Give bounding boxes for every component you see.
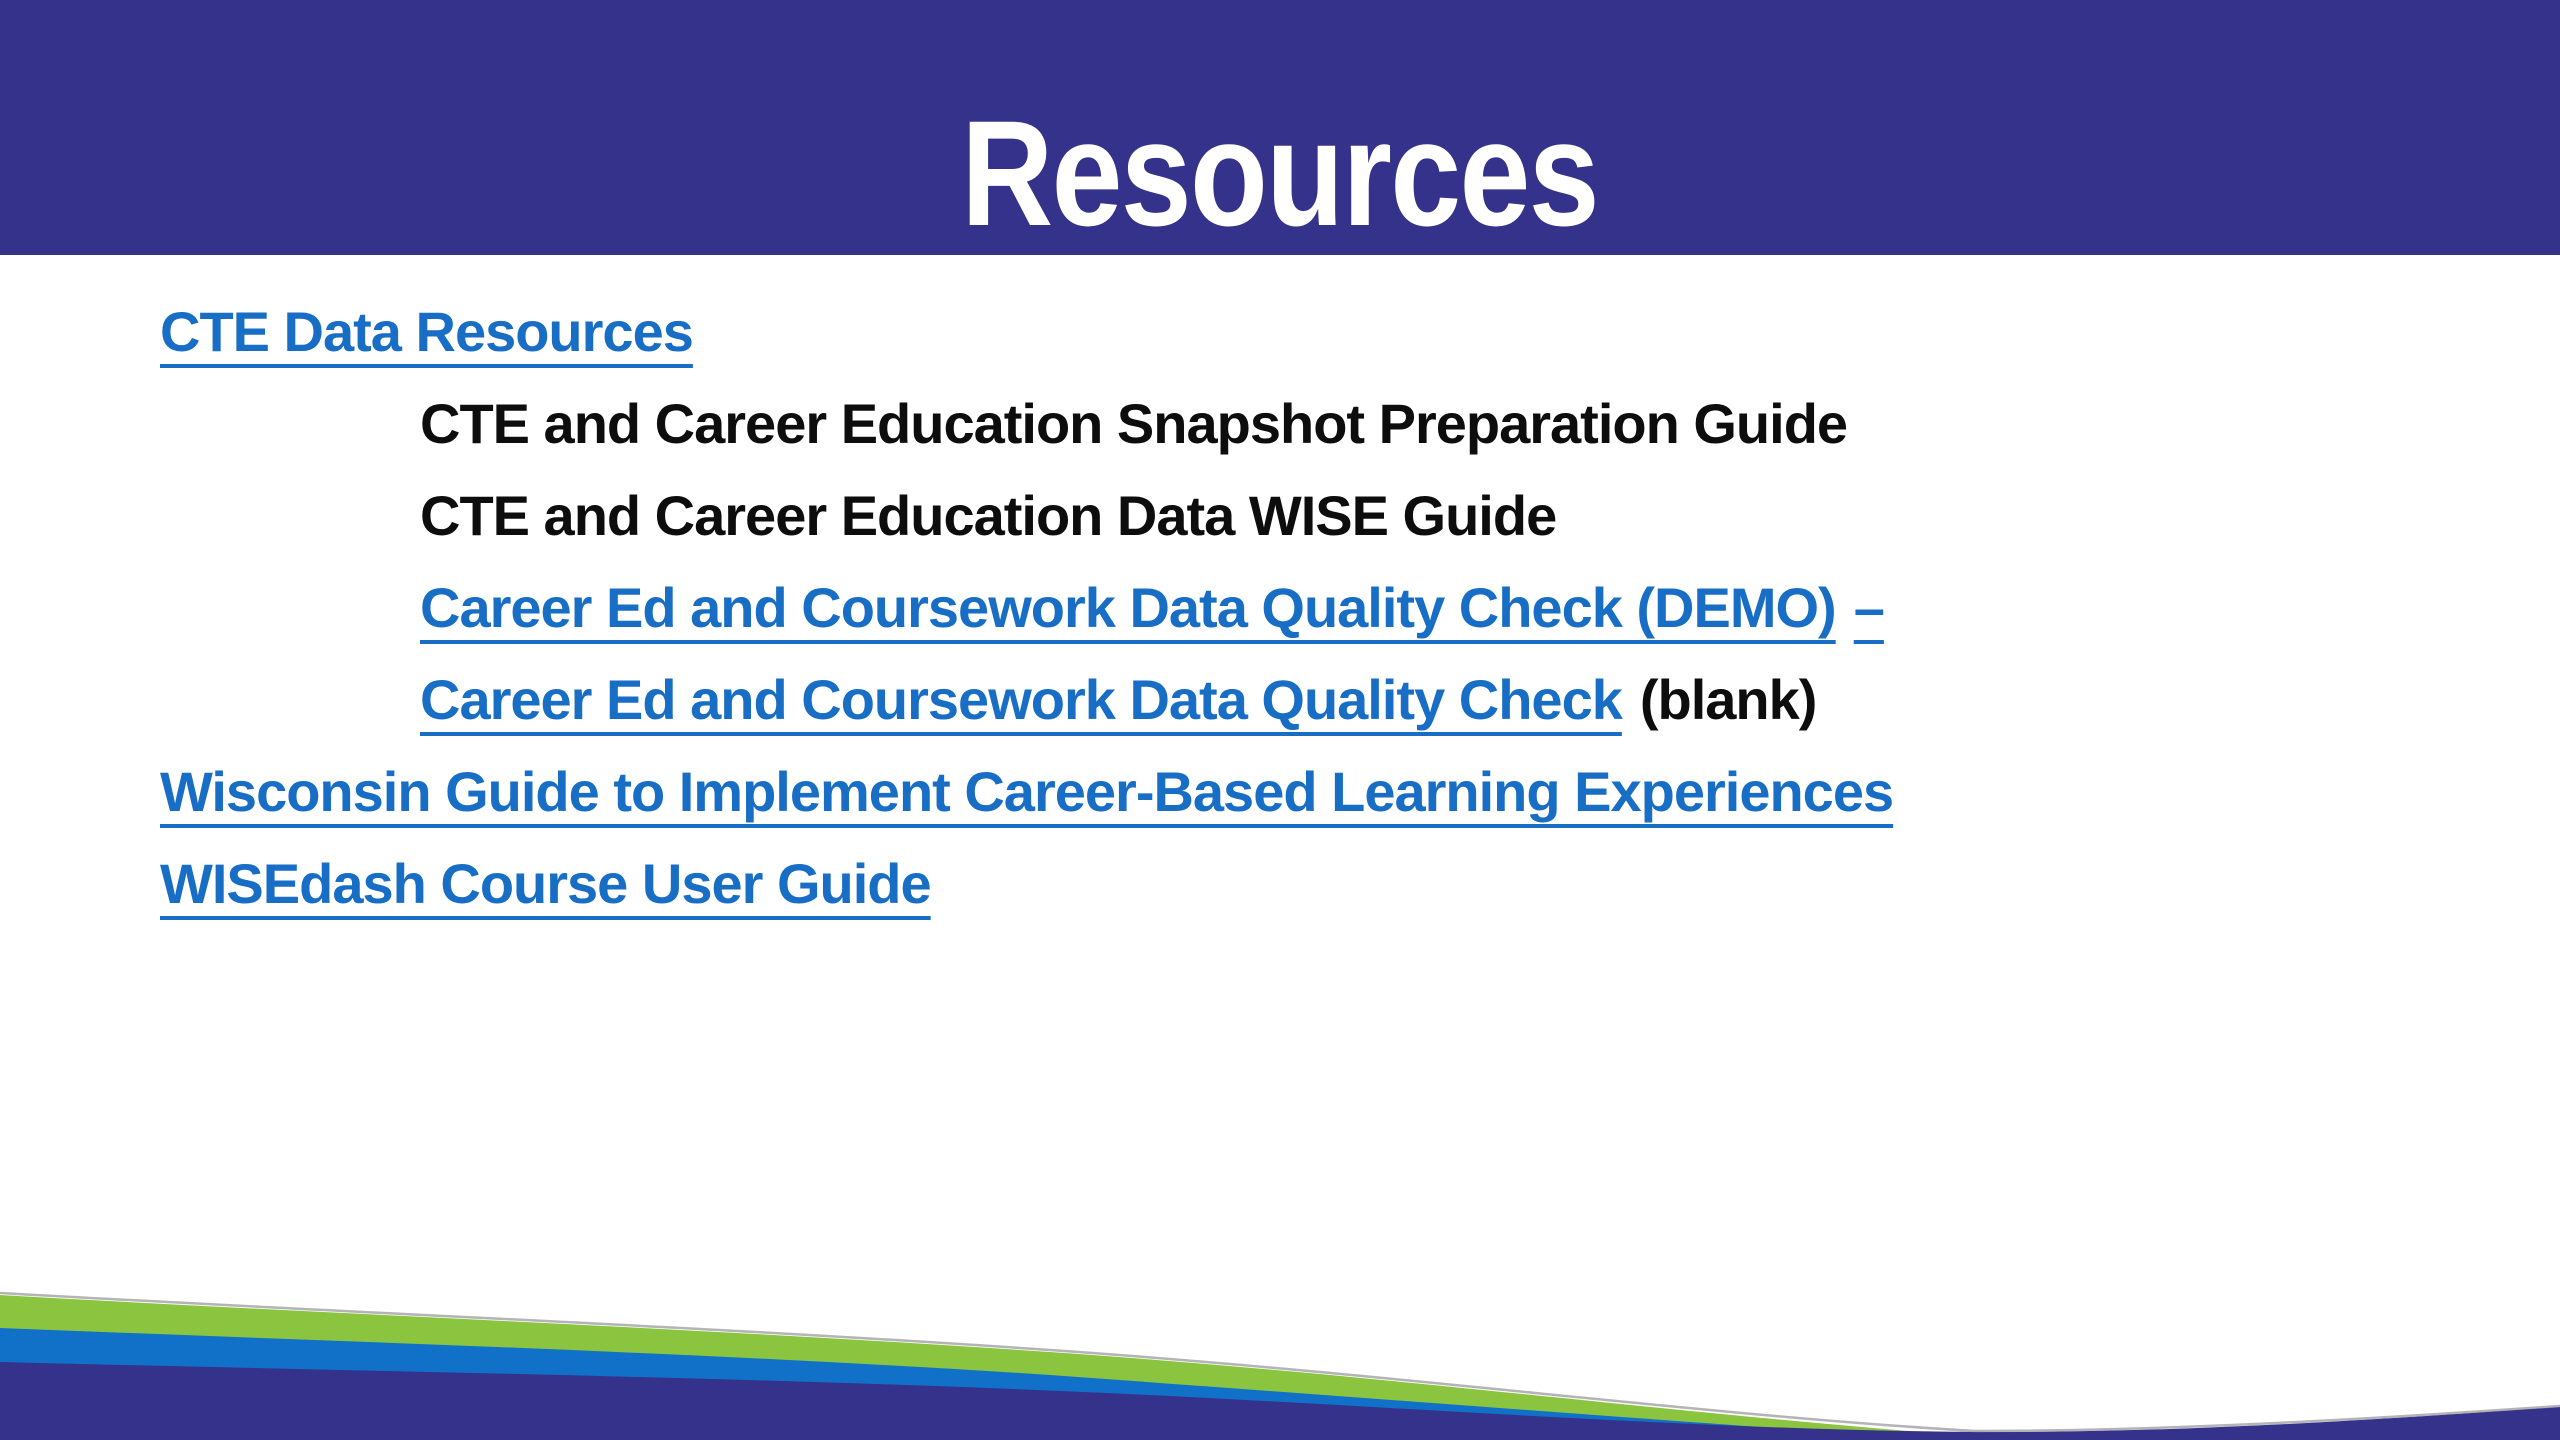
text-blank-note: (blank) <box>1639 667 1817 731</box>
resource-line <box>160 653 2400 745</box>
resource-line <box>160 285 2400 377</box>
link-cte-data-resources[interactable]: CTE Data Resources <box>160 299 693 363</box>
resource-line <box>160 377 2400 469</box>
link-dq-check-demo[interactable]: Career Ed and Coursework Data Quality Check (DEMO) <box>420 575 1836 639</box>
resource-line <box>160 561 2400 653</box>
footer-wave <box>0 1280 2560 1440</box>
link-wisconsin-cble-guide[interactable]: Wisconsin Guide to Implement Career-Based Learning Experiences <box>160 759 1894 823</box>
resource-list <box>160 285 2400 929</box>
link-dq-check-demo-dash[interactable]: – <box>1853 575 1884 639</box>
text-snapshot-preparation-guide: CTE and Career Education Snapshot Preparation Guide <box>420 391 1848 455</box>
resource-line <box>160 469 2400 561</box>
text-data-wise-guide: CTE and Career Education Data WISE Guide <box>420 483 1557 547</box>
resource-line <box>160 837 2400 929</box>
slide-header <box>0 0 2560 255</box>
slide-title: Resources <box>961 89 1599 257</box>
link-dq-check[interactable]: Career Ed and Coursework Data Quality Check <box>420 667 1622 731</box>
resource-line <box>160 745 2400 837</box>
link-wisedash-course-user-guide[interactable]: WISEdash Course User Guide <box>160 851 931 915</box>
